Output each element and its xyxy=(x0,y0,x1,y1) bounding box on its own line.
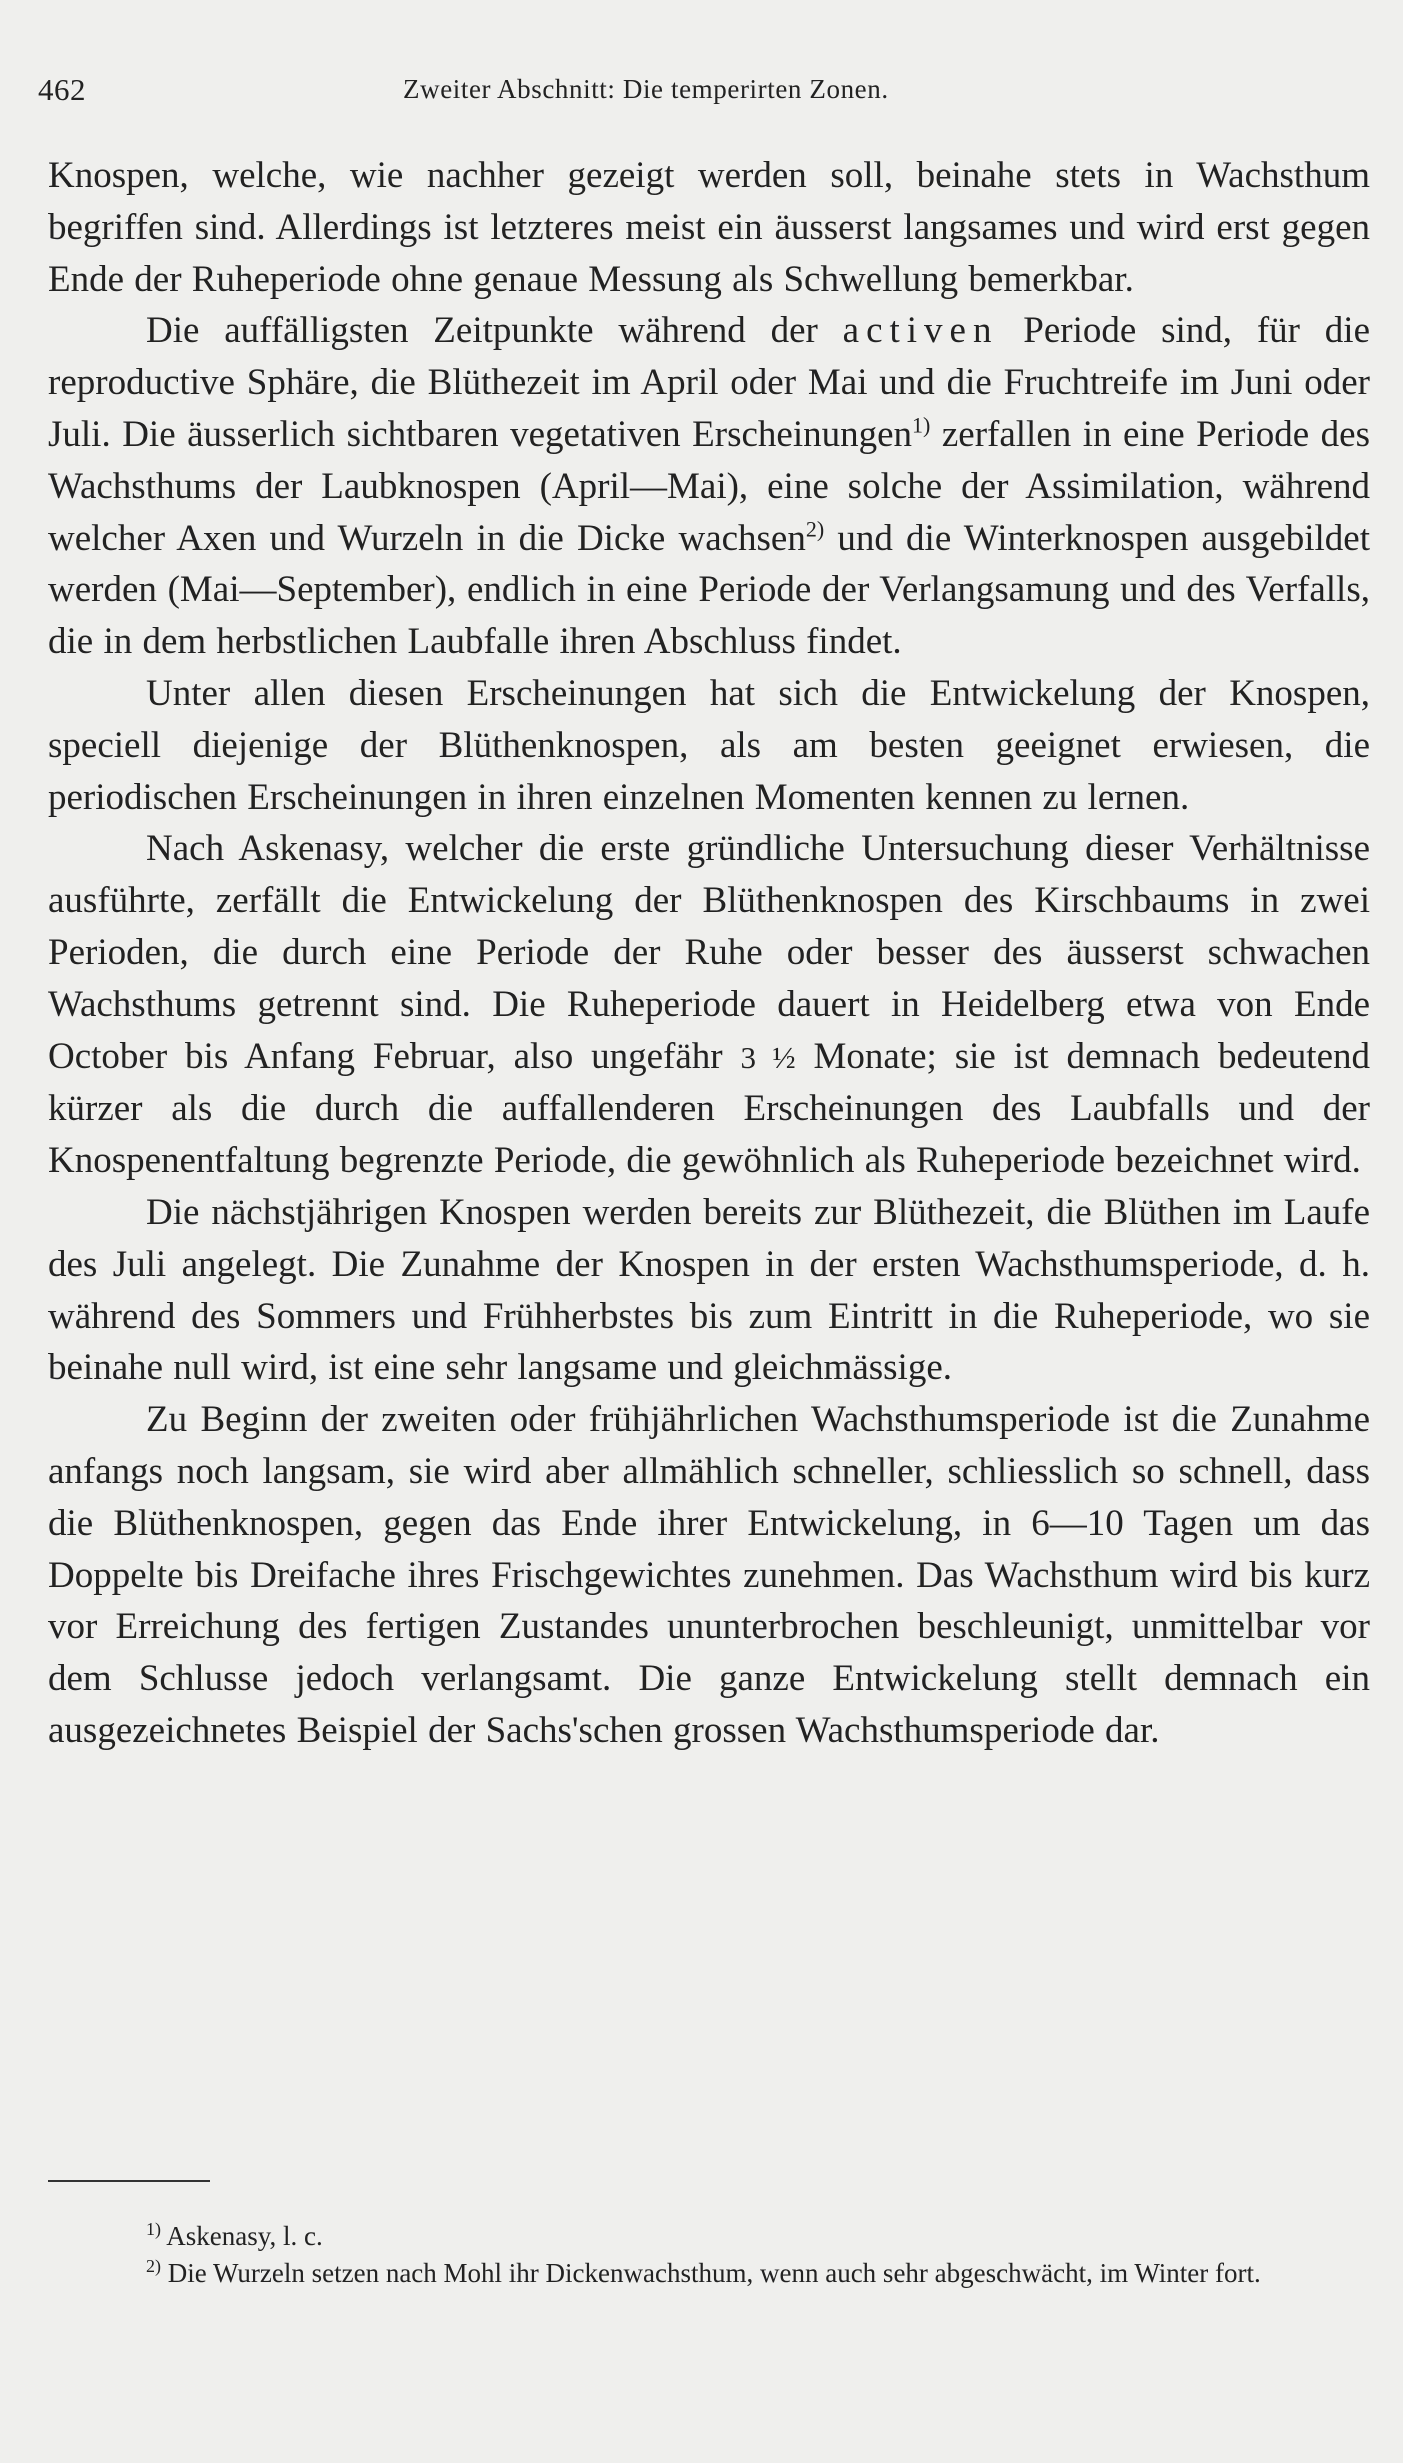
page-number: 462 xyxy=(38,72,86,107)
paragraph-4-text-a: Nach Askenasy, welcher die erste gründliche Untersuchung dieser Verhältnisse ausführte, zerfällt die Entwickelung der Blüthenknospen des Kirschbaums in zwei Perioden, die durch eine Periode der Ruhe oder besser des äusserst schwachen Wachsthums getrennt sind. Die Ruheperiode dauert in Heidelberg etwa von Ende October bis Anfang Februar, also ungefähr xyxy=(48,828,1370,1077)
footnote-1 xyxy=(48,2218,1370,2255)
paragraph-2-text-c: zerfallen in eine Periode des Wachsthums der Laubknospen (April—Mai), eine solche der Assimilation, während welcher Axen und Wurzeln in die Dicke wachsen xyxy=(48,413,1370,559)
emphasis-activen: activen xyxy=(842,310,999,352)
footnote-2-text: Die Wurzeln setzen nach Mohl ihr Dickenwachsthum, wenn auch sehr abgeschwächt, im Winter fort. xyxy=(161,2258,1261,2288)
paragraph-1: Knospen, welche, wie nachher gezeigt werden soll, beinahe stets in Wachsthum begriffen sind. Allerdings ist letzteres meist ein äusserst langsames und wird erst gegen Ende der Ruheperiode ohne genaue Messung als Schwellung bemerkbar. xyxy=(48,155,1370,300)
footnote-divider xyxy=(48,2180,210,2182)
paragraph-6: Zu Beginn der zweiten oder frühjährlichen Wachsthumsperiode ist die Zunahme anfangs noch langsam, sie wird aber allmählich schneller, schliesslich so schnell, dass die Blüthenknospen, gegen das Ende ihrer Entwickelung, in 6—10 Tagen um das Doppelte bis Dreifache ihres Frischgewichtes zunehmen. Das Wachsthum wird bis kurz vor Erreichung des fertigen Zustandes ununterbrochen beschleunigt, unmittelbar vor dem Schlusse jedoch verlangsamt. Die ganze Entwickelung stellt demnach ein ausgezeichnetes Beispiel der Sachs'schen grossen Wachsthumsperiode dar. xyxy=(48,1399,1370,1751)
footnote-2-label: 2) xyxy=(146,2256,161,2276)
main-text xyxy=(48,150,1370,1757)
paragraph-2 xyxy=(48,305,1370,668)
footnote-ref-1: 1) xyxy=(912,412,931,438)
paragraph-2-text-b: Periode sind, für die reproductive Sphäre, die Blüthezeit im April oder Mai und die Fruchtreife im Juni oder Juli. Die äusserlich sichtbaren vegetativen Erscheinungen xyxy=(48,310,1370,455)
footnote-1-label: 1) xyxy=(146,2219,161,2239)
paragraph-4-text-b: Monate; sie ist demnach bedeutend kürzer als die durch die auffallenderen Erscheinungen des Laubfalls und der Knospenentfaltung begrenzte Periode, die gewöhnlich als Ruheperiode bezeichnet wird. xyxy=(48,1035,1370,1182)
footnote-2 xyxy=(48,2255,1370,2292)
paragraph-2-text-a: Die auffälligsten Zeitpunkte während der xyxy=(146,310,843,352)
chapter-title: Zweiter Abschnitt: Die temperirten Zonen. xyxy=(403,74,889,104)
paragraph-2-text-d: und die Winterknospen ausgebildet werden (Mai—September), endlich in eine Periode der Verlangsamung und des Verfalls, die in dem herbstlichen Laubfalle ihren Abschluss findet. xyxy=(48,517,1370,663)
footnote-ref-2: 2) xyxy=(805,516,825,542)
paragraph-3: Unter allen diesen Erscheinungen hat sich die Entwickelung der Knospen, speciell diejenige der Blüthenknospen, als am besten geeignet erwiesen, die periodischen Erscheinungen in ihren einzelnen Momenten kennen zu lernen. xyxy=(48,672,1370,818)
paragraph-5: Die nächstjährigen Knospen werden bereits zur Blüthezeit, die Blüthen im Laufe des Juli angelegt. Die Zunahme der Knospen in der ersten Wachsthumsperiode, d. h. während des Sommers und Frühherbstes bis zum Eintritt in die Ruheperiode, wo sie beinahe null wird, ist eine sehr langsame und gleichmässige. xyxy=(48,1191,1370,1389)
running-head xyxy=(38,72,1368,112)
footnotes xyxy=(48,2218,1370,2292)
footnote-1-text: Askenasy, l. c. xyxy=(161,2221,323,2251)
paragraph-4 xyxy=(48,823,1370,1187)
fraction-three-and-half: 3 ½ xyxy=(740,1039,796,1075)
